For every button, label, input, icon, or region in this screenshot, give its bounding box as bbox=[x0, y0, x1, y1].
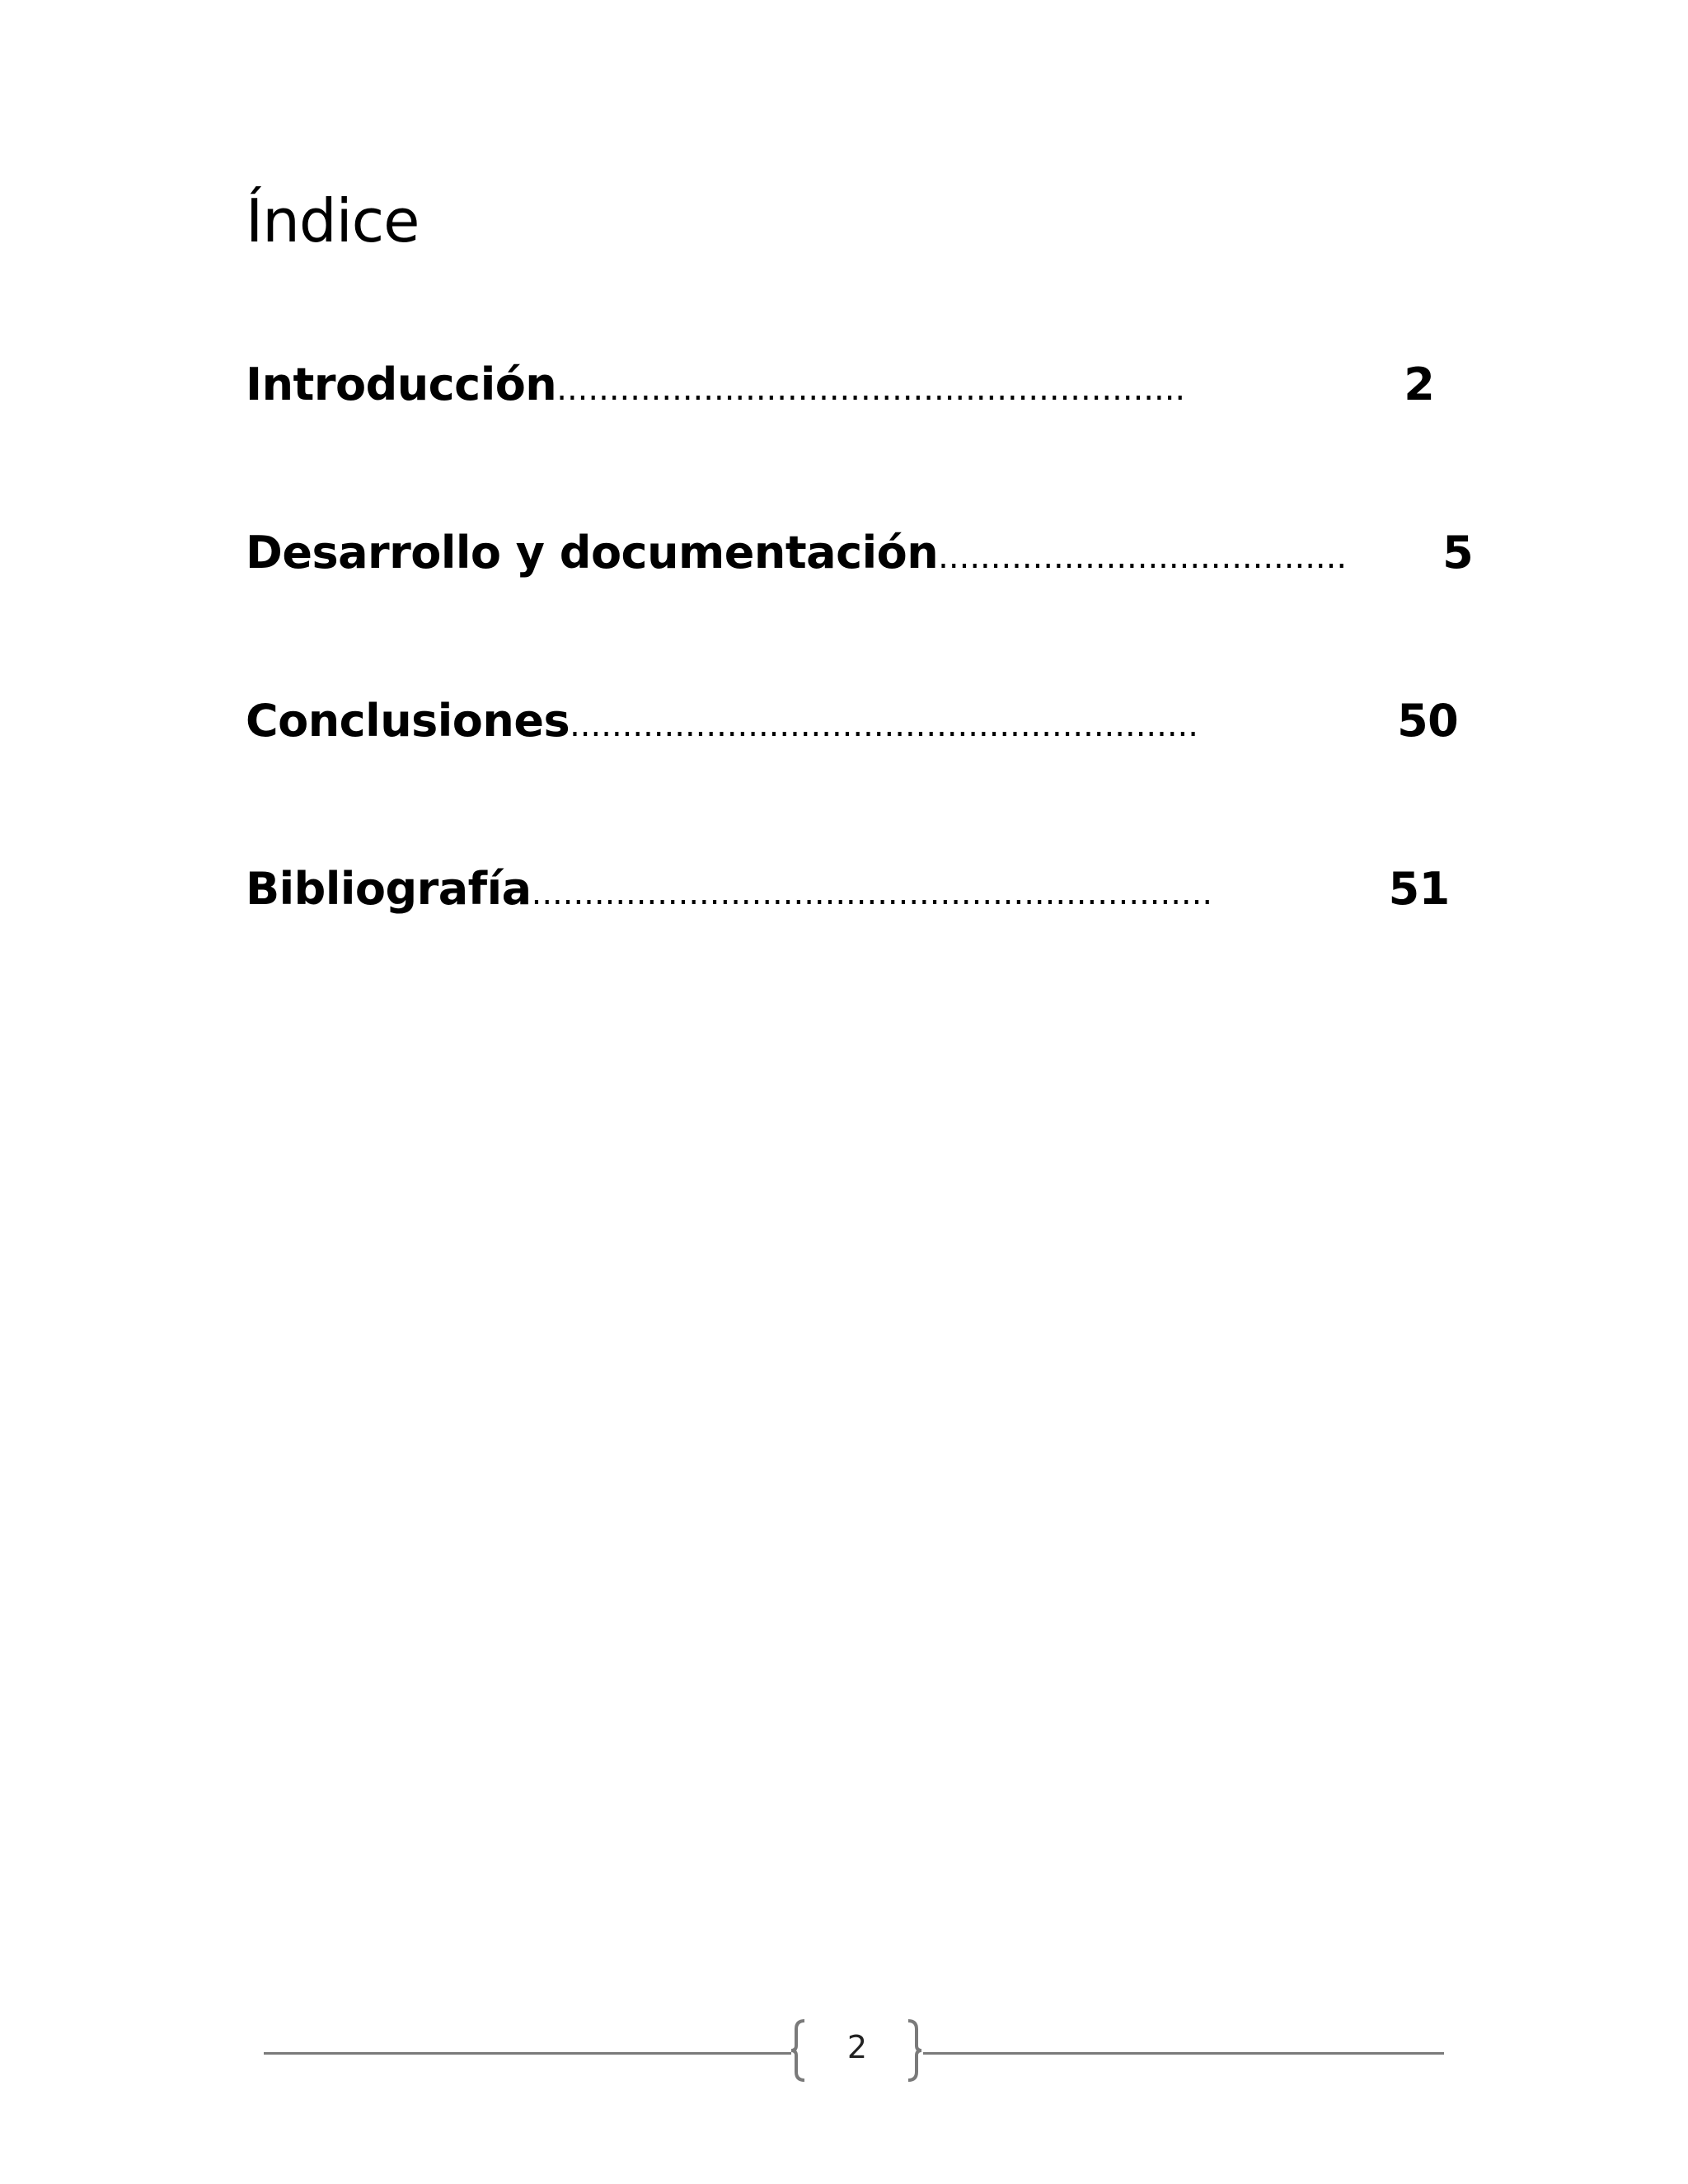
footer-rule-left bbox=[264, 2052, 791, 2055]
toc-entry-page-number: 50 bbox=[1397, 695, 1459, 747]
footer-right-bracket-icon bbox=[905, 2019, 923, 2082]
page-title: Índice bbox=[246, 186, 420, 255]
footer-left-bracket-icon bbox=[790, 2019, 808, 2082]
toc-leader-dots: ............................................................ bbox=[556, 373, 1186, 405]
footer-page-number: 2 bbox=[846, 2029, 868, 2065]
toc-entry-label: Introducción bbox=[246, 359, 557, 410]
footer-rule-right bbox=[923, 2052, 1444, 2055]
toc-entry-label: Bibliografía bbox=[246, 863, 532, 915]
toc-entry-label: Desarrollo y documentación bbox=[246, 527, 939, 579]
toc-entry-page-number: 51 bbox=[1388, 863, 1450, 915]
toc-entry-label: Conclusiones bbox=[246, 695, 570, 747]
toc-entry-page-number: 2 bbox=[1404, 359, 1435, 410]
toc-entry-conclusiones[interactable] bbox=[246, 695, 1459, 747]
toc-entry-introduccion[interactable] bbox=[246, 359, 1435, 410]
page-footer bbox=[0, 2011, 1688, 2093]
toc-leader-dots: ................................................................. bbox=[531, 877, 1213, 910]
toc-entry-desarrollo[interactable] bbox=[246, 527, 1474, 579]
toc-entry-bibliografia[interactable] bbox=[246, 863, 1450, 915]
toc-entry-page-number: 5 bbox=[1442, 527, 1474, 579]
toc-leader-dots: ....................................... bbox=[938, 541, 1348, 574]
toc-leader-dots: ............................................................ bbox=[570, 709, 1198, 742]
